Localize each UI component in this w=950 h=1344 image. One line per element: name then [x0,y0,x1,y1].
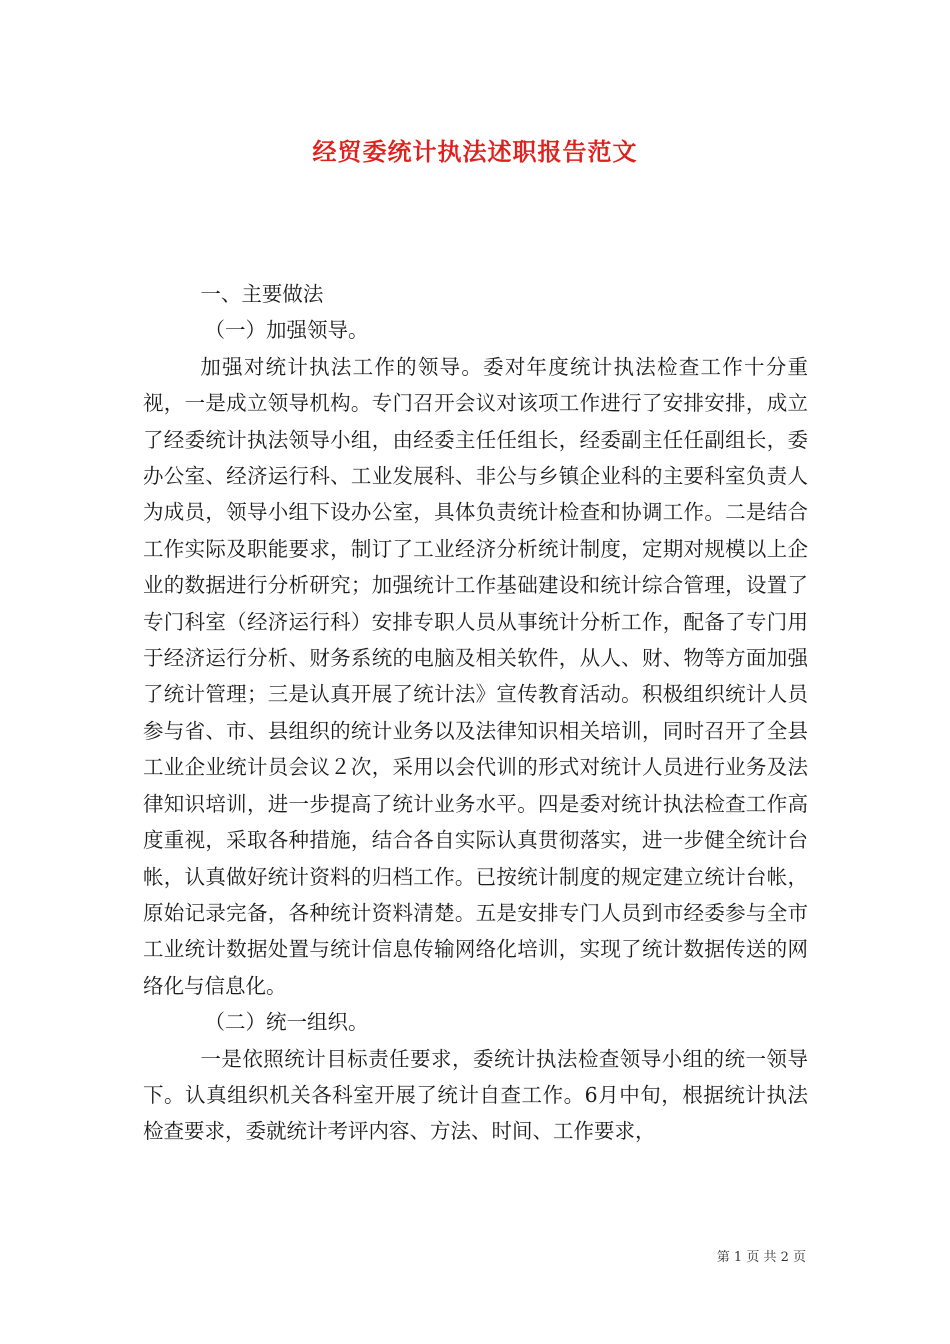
body-paragraph: 一是依照统计目标责任要求，委统计执法检查领导小组的统一领导下。认真组织机关各科室开展了统计自查工作。6月中旬，根据统计执法检查要求，委就统计考评内容、方法、时间、工作要求， [143,1046,808,1144]
subsection-heading: （一）加强领导。 [204,318,369,343]
document-title: 经贸委统计执法述职报告范文 [312,137,638,166]
document-body [143,276,808,1150]
page-number: 第 1 页 共 2 页 [716,1250,806,1265]
section-heading: 一、主要做法 [200,282,324,306]
body-paragraph: 加强对统计执法工作的领导。委对年度统计执法检查工作十分重视，一是成立领导机构。专门召开会议对该项工作进行了安排安排，成立了经委统计执法领导小组，由经委主任任组长，经委副主任任副组长，委办公室、经济运行科、工业发展科、非公与乡镇企业科的主要科室负责人为成员，领导小组下设办公室，具体负责统计检查和协调工作。二是结合工作实际及职能要求，制订了工业经济分析统计制度，定期对规模以上企业的数据进行分析研究；加强统计工作基础建设和统计综合管理，设置了专门科室（经济运行科）安排专职人员从事统计分析工作，配备了专门用于经济运行分析、财务系统的电脑及相关软件，从人、财、物等方面加强了统计管理；三是认真开展了统计法》宣传教育活动。积极组织统计人员参与省、市、县组织的统计业务以及法律知识相关培训，同时召开了全县工业企业统计员会议２次，采用以会代训的形式对统计人员进行业务及法律知识培训，进一步提高了统计业务水平。四是委对统计执法检查工作高度重视，采取各种措施，结合各自实际认真贯彻落实，进一步健全统计台帐，认真做好统计资料的归档工作。已按统计制度的规定建立统计台帐，原始记录完备，各种统计资料清楚。五是安排专门人员到市经委参与全市工业统计数据处置与统计信息传输网络化培训，实现了统计数据传送的网络化与信息化。 [143,354,808,998]
subsection-heading: （二）统一组织。 [204,1010,369,1035]
